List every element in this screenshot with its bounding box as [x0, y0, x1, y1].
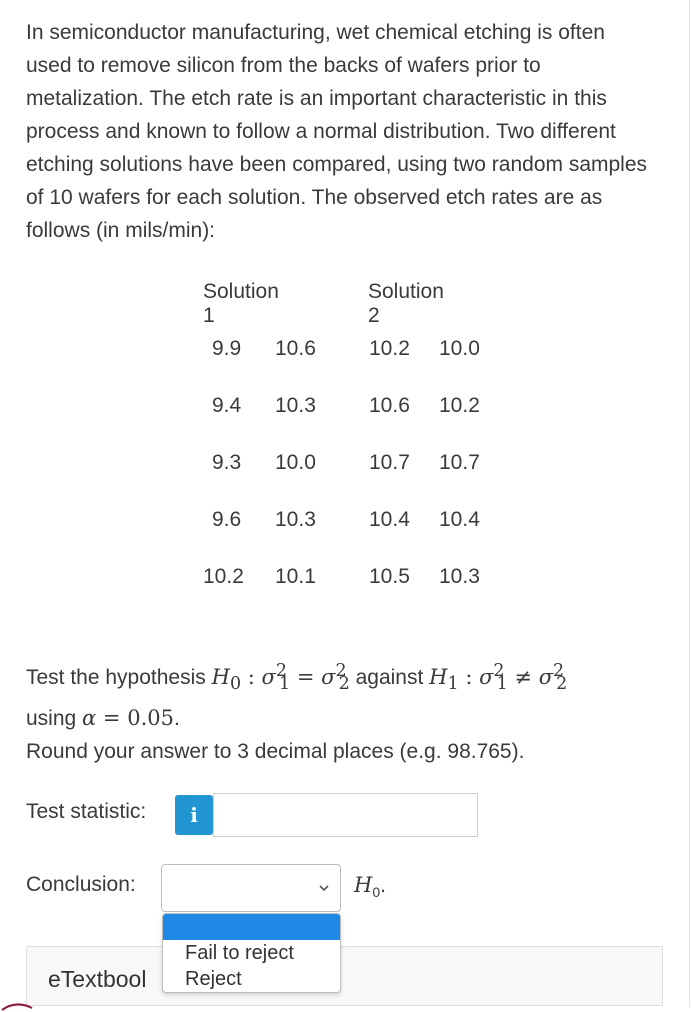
using-label: using: [26, 707, 83, 731]
test-statistic-input[interactable]: [213, 793, 478, 837]
hypothesis-lead: Test the hypothesis: [26, 666, 212, 689]
table-cell: 10.2: [439, 394, 480, 417]
table-cell: 10.7: [439, 451, 480, 474]
alpha-expression: α = 0.05: [82, 706, 174, 731]
problem-statement: In semiconductor manufacturing, wet chemical etching is often used to remove silicon from the backs of wafers prior to metalization. The etch rate is an important characteristic in this process and known to follow a normal distribution. Two different etching solutions have been compared, using two random samples of 10 wafers for each solution. The observed etch rates are as follows (in mils/min):: [26, 21, 648, 242]
alternative-hypothesis: $H_1$ : $\sigma^2_1 \ne \sigma^2_2$: [429, 661, 568, 695]
conclusion-suffix: $H_0$.: [354, 873, 386, 901]
table-cell: 9.9: [212, 337, 242, 360]
table-cell: 10.3: [275, 508, 316, 531]
table-cell: 9.3: [212, 451, 242, 474]
info-icon[interactable]: i: [175, 795, 213, 835]
null-hypothesis: $H_0$ : $\sigma^2_1 = \sigma^2_2$: [211, 661, 350, 695]
table-cell: 10.1: [275, 565, 316, 588]
hypothesis-statement: Test the hypothesis $H_0$ : $\sigma^2_1 = \sigma^2_2$ against $H_1$ : $\sigma^2_1 \ne \sigma^2_2$ using α = 0.05.: [26, 661, 568, 731]
hypothesis-against: against: [349, 666, 430, 689]
table-cell: 10.2: [203, 565, 244, 588]
table-cell: 9.6: [212, 508, 242, 531]
dropdown-option-blank[interactable]: [163, 914, 340, 940]
conclusion-select[interactable]: [161, 864, 341, 912]
dropdown-option-fail-to-reject[interactable]: Fail to reject: [185, 942, 294, 964]
conclusion-label: Conclusion:: [26, 873, 136, 896]
corner-mark-icon: [0, 998, 40, 1012]
table-cell: 10.6: [275, 337, 316, 360]
rounding-instruction: Round your answer to 3 decimal places (e.g. 98.765).: [26, 740, 525, 763]
header-solution-2: Solution 2: [368, 280, 444, 327]
table-cell: 10.0: [275, 451, 316, 474]
table-cell: 10.4: [439, 508, 480, 531]
header-solution-1: Solution 1: [203, 280, 279, 327]
dropdown-option-reject[interactable]: Reject: [185, 968, 242, 990]
conclusion-dropdown-menu[interactable]: [162, 913, 341, 993]
table-cell: 9.4: [212, 394, 242, 417]
chevron-down-icon: [318, 882, 330, 894]
table-cell: 10.5: [369, 565, 410, 588]
table-cell: 10.3: [439, 565, 480, 588]
table-cell: 10.2: [369, 337, 410, 360]
table-cell: 10.4: [369, 508, 410, 531]
test-statistic-label: Test statistic:: [26, 800, 147, 823]
table-cell: 10.6: [369, 394, 410, 417]
table-cell: 10.3: [275, 394, 316, 417]
table-cell: 10.7: [369, 451, 410, 474]
etextbook-label[interactable]: eTextbool: [48, 966, 147, 992]
table-cell: 10.0: [439, 337, 480, 360]
